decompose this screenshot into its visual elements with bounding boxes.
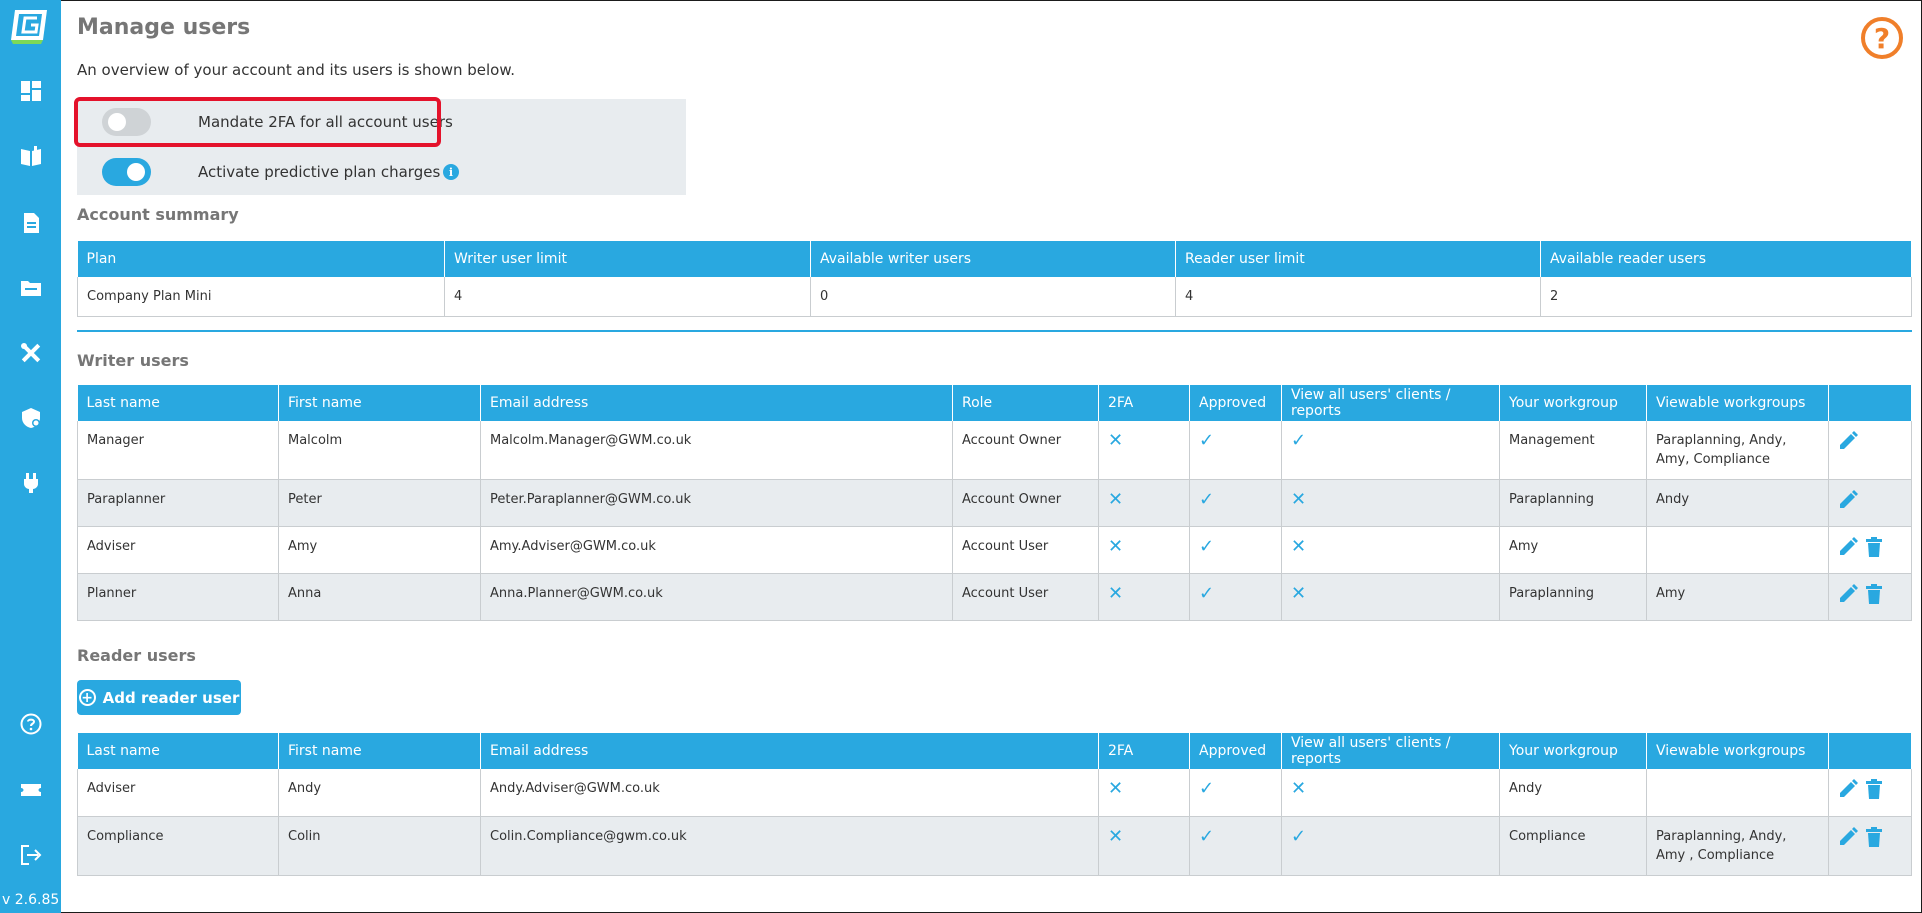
cell-email: Peter.Paraplanner@GWM.co.uk bbox=[481, 480, 953, 527]
cell-role: Account Owner bbox=[953, 421, 1099, 480]
cell-view-all bbox=[1282, 816, 1500, 875]
sidebar bbox=[0, 0, 61, 913]
delete-icon[interactable] bbox=[1864, 827, 1884, 847]
cross-icon: ✕ bbox=[1108, 536, 1124, 557]
cell-2fa bbox=[1099, 527, 1190, 574]
info-icon[interactable]: i bbox=[443, 164, 459, 180]
folder-icon[interactable] bbox=[20, 277, 42, 299]
cell-available-readers: 2 bbox=[1541, 277, 1912, 317]
document-icon[interactable] bbox=[20, 212, 42, 234]
help-circle-icon[interactable]: ? bbox=[1861, 17, 1903, 59]
predictive-charges-toggle[interactable] bbox=[102, 158, 151, 186]
table-row bbox=[78, 480, 1912, 527]
cell-available-writers: 0 bbox=[811, 277, 1176, 317]
cell-last-name: Adviser bbox=[78, 769, 279, 816]
cell-approved bbox=[1190, 480, 1282, 527]
cell-actions bbox=[1829, 574, 1912, 621]
cell-workgroup: Andy bbox=[1500, 769, 1647, 816]
add-reader-user-button[interactable] bbox=[77, 680, 241, 715]
edit-icon[interactable] bbox=[1838, 431, 1858, 451]
col-approved: Approved bbox=[1190, 385, 1282, 421]
cell-first-name: Colin bbox=[279, 816, 481, 875]
cell-2fa bbox=[1099, 480, 1190, 527]
col-reader-limit: Reader user limit bbox=[1176, 241, 1541, 277]
cell-actions bbox=[1829, 480, 1912, 527]
cell-2fa bbox=[1099, 574, 1190, 621]
check-icon: ✓ bbox=[1199, 583, 1215, 604]
check-icon: ✓ bbox=[1291, 430, 1307, 451]
predictive-charges-row bbox=[77, 152, 686, 192]
section-divider bbox=[77, 330, 1912, 332]
cell-last-name: Adviser bbox=[78, 527, 279, 574]
main-content bbox=[61, 0, 1922, 913]
reader-users-table bbox=[77, 733, 1912, 876]
table-header-row bbox=[78, 385, 1912, 421]
table-row bbox=[78, 816, 1912, 875]
edit-icon[interactable] bbox=[1838, 584, 1858, 604]
mandate-2fa-label: Mandate 2FA for all account users bbox=[198, 113, 453, 131]
highlight-annotation bbox=[74, 97, 441, 147]
table-row bbox=[78, 527, 1912, 574]
cell-last-name: Planner bbox=[78, 574, 279, 621]
cell-email: Andy.Adviser@GWM.co.uk bbox=[481, 769, 1099, 816]
predictive-charges-label: Activate predictive plan charges bbox=[198, 163, 441, 181]
check-icon: ✓ bbox=[1199, 825, 1215, 847]
page-title: Manage users bbox=[77, 15, 251, 40]
cell-view-all bbox=[1282, 527, 1500, 574]
col-workgroup: Your workgroup bbox=[1500, 385, 1647, 421]
cell-first-name: Amy bbox=[279, 527, 481, 574]
ticket-icon[interactable] bbox=[20, 779, 42, 801]
cell-approved bbox=[1190, 574, 1282, 621]
edit-icon[interactable] bbox=[1838, 490, 1858, 510]
check-icon: ✓ bbox=[1291, 825, 1307, 847]
account-summary-title: Account summary bbox=[77, 205, 239, 224]
cell-actions bbox=[1829, 527, 1912, 574]
cell-last-name: Paraplanner bbox=[78, 480, 279, 527]
col-viewable-workgroups: Viewable workgroups bbox=[1647, 733, 1829, 769]
col-2fa: 2FA bbox=[1099, 385, 1190, 421]
cell-approved bbox=[1190, 816, 1282, 875]
cell-role: Account User bbox=[953, 527, 1099, 574]
col-available-writers: Available writer users bbox=[811, 241, 1176, 277]
cell-viewable-workgroups bbox=[1647, 769, 1829, 816]
cell-workgroup: Compliance bbox=[1500, 816, 1647, 875]
cell-approved bbox=[1190, 769, 1282, 816]
cell-2fa bbox=[1099, 769, 1190, 816]
col-role: Role bbox=[953, 385, 1099, 421]
cross-icon: ✕ bbox=[1108, 583, 1124, 604]
cell-role: Account Owner bbox=[953, 480, 1099, 527]
cell-first-name: Malcolm bbox=[279, 421, 481, 480]
col-available-readers: Available reader users bbox=[1541, 241, 1912, 277]
check-icon: ✓ bbox=[1199, 430, 1215, 451]
table-row bbox=[78, 574, 1912, 621]
cross-icon: ✕ bbox=[1291, 489, 1307, 510]
cross-icon: ✕ bbox=[1108, 825, 1124, 847]
cell-actions bbox=[1829, 816, 1912, 875]
col-2fa: 2FA bbox=[1099, 733, 1190, 769]
plug-icon[interactable] bbox=[20, 472, 42, 494]
cell-email: Anna.Planner@GWM.co.uk bbox=[481, 574, 953, 621]
cell-first-name: Andy bbox=[279, 769, 481, 816]
writer-users-table bbox=[77, 385, 1912, 621]
col-email: Email address bbox=[481, 385, 953, 421]
edit-icon[interactable] bbox=[1838, 779, 1858, 799]
plus-circle-icon: + bbox=[79, 689, 96, 706]
dashboard-icon[interactable] bbox=[20, 80, 42, 102]
app-logo[interactable] bbox=[11, 8, 49, 44]
delete-icon[interactable] bbox=[1864, 584, 1884, 604]
edit-icon[interactable] bbox=[1838, 827, 1858, 847]
reader-users-title: Reader users bbox=[77, 646, 196, 665]
cell-workgroup: Amy bbox=[1500, 527, 1647, 574]
col-actions bbox=[1829, 385, 1912, 421]
cell-viewable-workgroups: Paraplanning, Andy, Amy , Compliance bbox=[1647, 816, 1829, 875]
cell-view-all bbox=[1282, 421, 1500, 480]
cell-last-name: Manager bbox=[78, 421, 279, 480]
col-approved: Approved bbox=[1190, 733, 1282, 769]
cell-2fa bbox=[1099, 421, 1190, 480]
cell-writer-limit: 4 bbox=[445, 277, 811, 317]
col-last-name: Last name bbox=[78, 385, 279, 421]
cell-reader-limit: 4 bbox=[1176, 277, 1541, 317]
cross-icon: ✕ bbox=[1291, 583, 1307, 604]
table-row bbox=[78, 277, 1912, 317]
col-last-name: Last name bbox=[78, 733, 279, 769]
cell-first-name: Anna bbox=[279, 574, 481, 621]
col-writer-limit: Writer user limit bbox=[445, 241, 811, 277]
cross-icon: ✕ bbox=[1108, 489, 1124, 510]
shield-icon[interactable] bbox=[20, 407, 42, 429]
edit-icon[interactable] bbox=[1838, 537, 1858, 557]
writer-users-title: Writer users bbox=[77, 351, 189, 370]
cell-actions bbox=[1829, 421, 1912, 480]
toggle-knob bbox=[127, 163, 145, 181]
cell-view-all bbox=[1282, 574, 1500, 621]
check-icon: ✓ bbox=[1199, 778, 1215, 799]
intro-text: An overview of your account and its users is shown below. bbox=[77, 61, 516, 79]
cell-role: Account User bbox=[953, 574, 1099, 621]
col-actions bbox=[1829, 733, 1912, 769]
table-row bbox=[78, 421, 1912, 480]
cell-workgroup: Paraplanning bbox=[1500, 480, 1647, 527]
col-first-name: First name bbox=[279, 385, 481, 421]
col-viewable-workgroups: Viewable workgroups bbox=[1647, 385, 1829, 421]
check-icon: ✓ bbox=[1199, 536, 1215, 557]
cell-viewable-workgroups: Andy bbox=[1647, 480, 1829, 527]
cell-email: Malcolm.Manager@GWM.co.uk bbox=[481, 421, 953, 480]
cell-last-name: Compliance bbox=[78, 816, 279, 875]
col-email: Email address bbox=[481, 733, 1099, 769]
cell-first-name: Peter bbox=[279, 480, 481, 527]
cell-email: Colin.Compliance@gwm.co.uk bbox=[481, 816, 1099, 875]
app-version: v 2.6.85 bbox=[2, 892, 60, 908]
table-header-row bbox=[78, 241, 1912, 277]
delete-icon[interactable] bbox=[1864, 537, 1884, 557]
cross-icon: ✕ bbox=[1291, 778, 1307, 799]
check-icon: ✓ bbox=[1199, 489, 1215, 510]
tools-icon[interactable] bbox=[20, 342, 42, 364]
cross-icon: ✕ bbox=[1291, 536, 1307, 557]
cell-approved bbox=[1190, 421, 1282, 480]
table-row bbox=[78, 769, 1912, 816]
add-reader-user-label: Add reader user bbox=[102, 688, 240, 707]
cell-workgroup: Management bbox=[1500, 421, 1647, 480]
col-first-name: First name bbox=[279, 733, 481, 769]
col-plan: Plan bbox=[78, 241, 445, 277]
cell-viewable-workgroups: Paraplanning, Andy, Amy, Compliance bbox=[1647, 421, 1829, 480]
cell-view-all bbox=[1282, 480, 1500, 527]
logout-icon[interactable] bbox=[20, 844, 42, 866]
cell-view-all bbox=[1282, 769, 1500, 816]
cell-viewable-workgroups bbox=[1647, 527, 1829, 574]
cell-email: Amy.Adviser@GWM.co.uk bbox=[481, 527, 953, 574]
col-view-all: View all users' clients / reports bbox=[1282, 733, 1500, 769]
cross-icon: ✕ bbox=[1108, 778, 1124, 799]
col-workgroup: Your workgroup bbox=[1500, 733, 1647, 769]
cell-approved bbox=[1190, 527, 1282, 574]
col-view-all: View all users' clients / reports bbox=[1282, 385, 1500, 421]
cell-workgroup: Paraplanning bbox=[1500, 574, 1647, 621]
help-icon[interactable] bbox=[20, 713, 42, 735]
account-summary-table bbox=[77, 241, 1912, 317]
book-icon[interactable] bbox=[20, 145, 42, 167]
cell-actions bbox=[1829, 769, 1912, 816]
delete-icon[interactable] bbox=[1864, 779, 1884, 799]
cell-viewable-workgroups: Amy bbox=[1647, 574, 1829, 621]
table-header-row bbox=[78, 733, 1912, 769]
cell-plan: Company Plan Mini bbox=[78, 277, 445, 317]
cell-2fa bbox=[1099, 816, 1190, 875]
cross-icon: ✕ bbox=[1108, 430, 1124, 451]
